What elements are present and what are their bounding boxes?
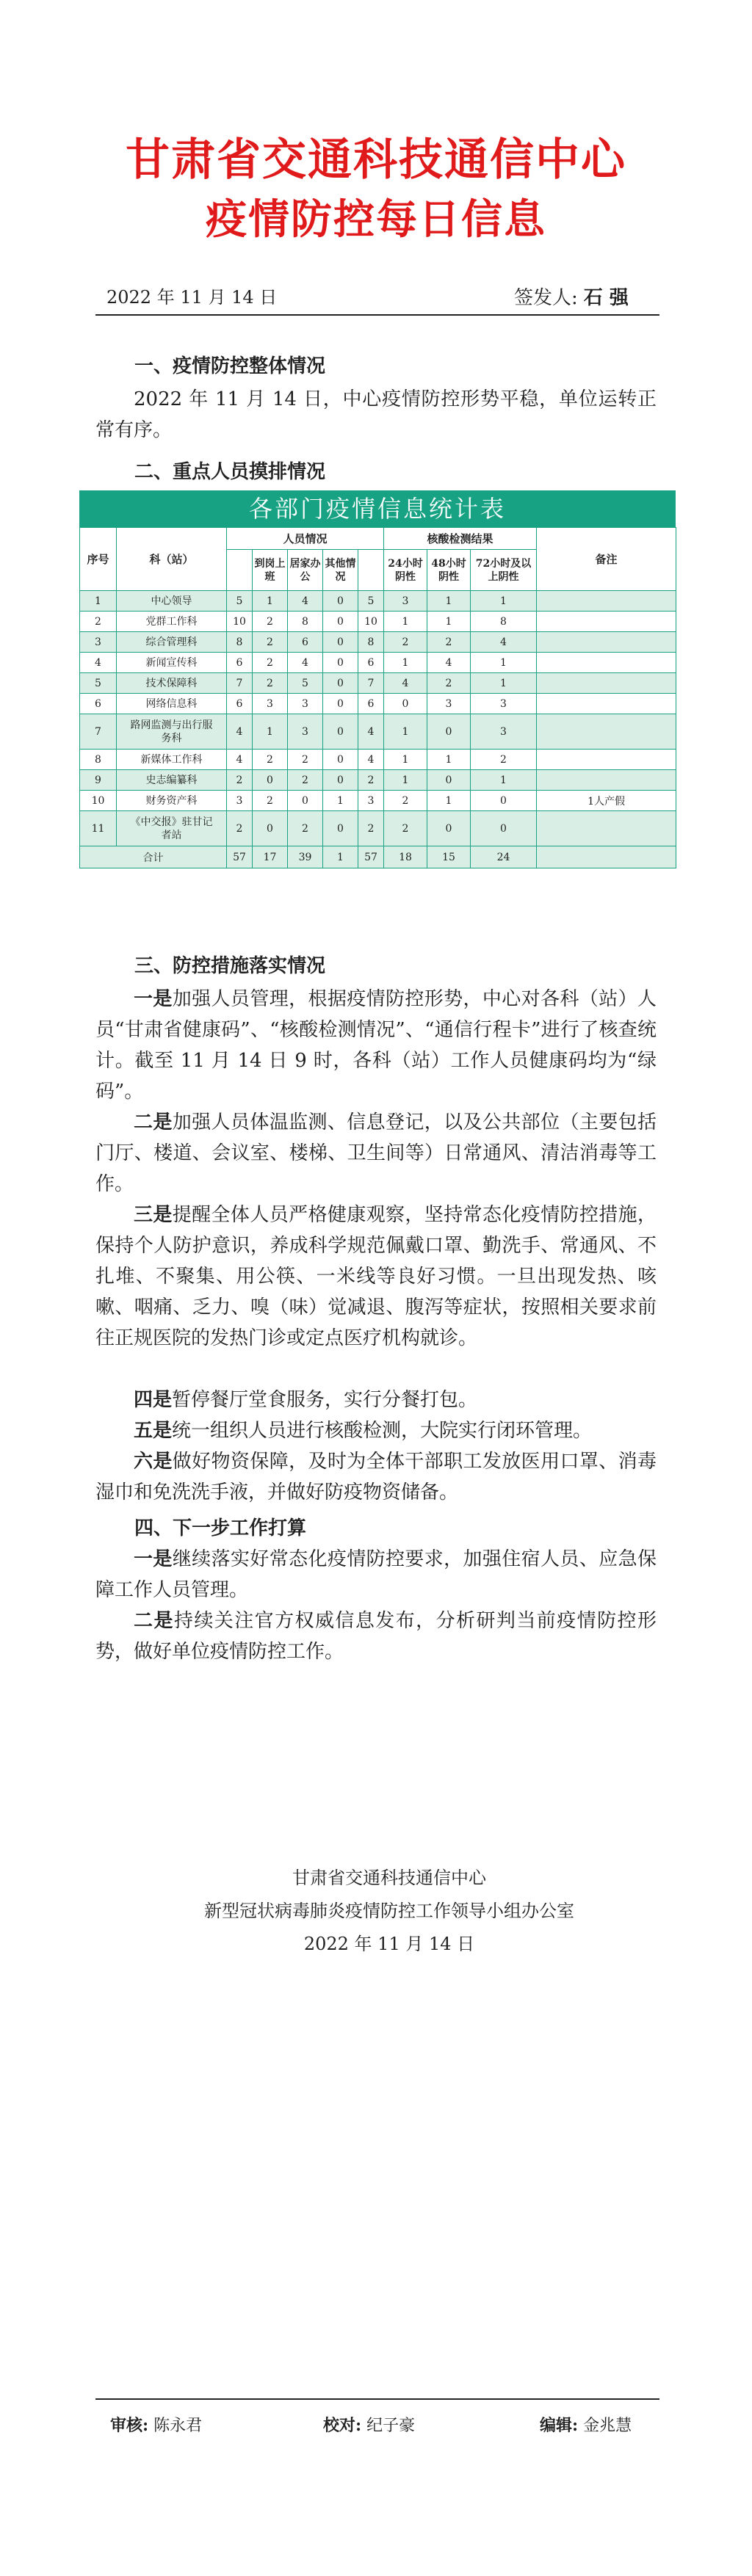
total-h24: 18 <box>384 846 427 868</box>
cell-h24: 3 <box>384 591 427 612</box>
cell-tested: 2 <box>358 811 384 846</box>
cell-other: 0 <box>323 673 358 694</box>
cell-h72: 8 <box>471 612 537 632</box>
cell-other: 0 <box>323 770 358 791</box>
cell-h72: 4 <box>471 632 537 653</box>
cell-total: 6 <box>227 694 253 714</box>
cell-home: 5 <box>288 673 323 694</box>
measure-3-lead: 三是 <box>134 1204 173 1226</box>
cell-total: 5 <box>227 591 253 612</box>
cell-remark <box>537 591 676 612</box>
table-row <box>80 673 676 694</box>
cell-total: 3 <box>227 791 253 811</box>
total-remark <box>537 846 676 868</box>
cell-other: 0 <box>323 811 358 846</box>
measure-4-text: 暂停餐厅堂食服务，实行分餐打包。 <box>172 1389 478 1411</box>
cell-h48: 1 <box>427 591 471 612</box>
cell-tested: 5 <box>358 591 384 612</box>
cell-tested: 7 <box>358 673 384 694</box>
footer-edit <box>540 2413 632 2436</box>
measure-3 <box>95 1200 657 1354</box>
cell-onsite: 2 <box>253 673 288 694</box>
measure-5 <box>95 1415 657 1446</box>
table-row <box>80 770 676 791</box>
header-divider <box>95 314 659 316</box>
cell-other: 0 <box>323 612 358 632</box>
cell-h48: 0 <box>427 714 471 750</box>
plan-1-text: 继续落实好常态化疫情防控要求，加强住宿人员、应急保障工作人员管理。 <box>95 1548 657 1601</box>
cell-h24: 1 <box>384 770 427 791</box>
total-tested: 57 <box>358 846 384 868</box>
signature-org: 甘肃省交通科技通信中心 <box>292 1868 486 1888</box>
review-name: 陈永君 <box>153 2417 203 2435</box>
col-onsite: 到岗上班 <box>253 550 288 591</box>
cell-dept: 新媒体工作科 <box>117 750 227 770</box>
cell-remark <box>537 653 676 673</box>
cell-onsite: 1 <box>253 714 288 750</box>
signer-label: 签发人: <box>514 287 578 309</box>
col-48h: 48小时阴性 <box>427 550 471 591</box>
cell-other: 1 <box>323 791 358 811</box>
cell-home: 6 <box>288 632 323 653</box>
cell-tested: 8 <box>358 632 384 653</box>
total-label: 合计 <box>80 846 227 868</box>
cell-total: 4 <box>227 750 253 770</box>
cell-h48: 1 <box>427 750 471 770</box>
cell-h24: 2 <box>384 811 427 846</box>
total-other: 1 <box>323 846 358 868</box>
table-row <box>80 653 676 673</box>
cell-onsite: 0 <box>253 770 288 791</box>
cell-onsite: 3 <box>253 694 288 714</box>
measure-5-lead: 五是 <box>134 1420 173 1442</box>
cell-dept: 中心领导 <box>117 591 227 612</box>
table-total-row <box>80 846 676 868</box>
cell-home: 3 <box>288 694 323 714</box>
cell-h24: 1 <box>384 750 427 770</box>
measure-1-lead: 一是 <box>134 988 173 1010</box>
cell-tested: 2 <box>358 770 384 791</box>
measure-2-text: 加强人员体温监测、信息登记，以及公共部位（主要包括门厅、楼道、会议室、楼梯、卫生间等）日常通风、清洁消毒等工作。 <box>95 1111 657 1195</box>
cell-remark <box>537 694 676 714</box>
cell-h48: 4 <box>427 653 471 673</box>
col-index: 序号 <box>80 528 117 591</box>
cell-h72: 1 <box>471 673 537 694</box>
cell-no: 9 <box>80 770 117 791</box>
cell-home: 4 <box>288 653 323 673</box>
proof-label: 校对: <box>323 2416 362 2435</box>
group-personnel: 人员情况 <box>227 528 384 550</box>
signer-name: 石 强 <box>583 287 629 309</box>
edit-name: 金兆慧 <box>583 2417 632 2435</box>
cell-h72: 0 <box>471 791 537 811</box>
col-total <box>227 550 253 591</box>
cell-remark <box>537 770 676 791</box>
cell-other: 0 <box>323 714 358 750</box>
cell-home: 3 <box>288 714 323 750</box>
cell-h72: 0 <box>471 811 537 846</box>
stats-table <box>79 490 676 868</box>
measure-6-lead: 六是 <box>134 1451 173 1473</box>
cell-h24: 2 <box>384 791 427 811</box>
cell-no: 2 <box>80 612 117 632</box>
measure-6 <box>95 1446 657 1508</box>
section1-text: 2022 年 11 月 14 日，中心疫情防控形势平稳，单位运转正常有序。 <box>95 388 657 441</box>
cell-remark <box>537 612 676 632</box>
cell-total: 8 <box>227 632 253 653</box>
section1-heading: 一、疫情防控整体情况 <box>134 355 326 377</box>
cell-tested: 3 <box>358 791 384 811</box>
table-title: 各部门疫情信息统计表 <box>79 490 676 527</box>
table-row <box>80 612 676 632</box>
measure-2-lead: 二是 <box>134 1111 173 1133</box>
table-row <box>80 791 676 811</box>
cell-dept: 网络信息科 <box>117 694 227 714</box>
measure-1-text: 加强人员管理，根据疫情防控形势，中心对各科（站）人员“甘肃省健康码”、“核酸检测情况”、“通信行程卡”进行了核查统计。截至 11 月 14 日 9 时，各科（站）工作人员健康码均为“绿码”。 <box>95 988 657 1103</box>
cell-home: 2 <box>288 770 323 791</box>
signature-date: 2022 年 11 月 14 日 <box>303 1934 475 1954</box>
cell-no: 7 <box>80 714 117 750</box>
cell-tested: 4 <box>358 750 384 770</box>
plan-2-lead: 二是 <box>134 1610 174 1632</box>
issue-date: 2022 年 11 月 14 日 <box>106 287 278 308</box>
cell-total: 6 <box>227 653 253 673</box>
cell-other: 0 <box>323 591 358 612</box>
total-home: 39 <box>288 846 323 868</box>
table-row <box>80 694 676 714</box>
cell-dept: 《中交报》驻甘记者站 <box>117 811 227 846</box>
col-72h: 72小时及以上阴性 <box>471 550 537 591</box>
footer-proof <box>323 2413 415 2436</box>
cell-tested: 4 <box>358 714 384 750</box>
cell-h72: 3 <box>471 714 537 750</box>
total-total: 57 <box>227 846 253 868</box>
cell-remark <box>537 673 676 694</box>
group-test: 核酸检测结果 <box>384 528 537 550</box>
cell-h24: 1 <box>384 714 427 750</box>
cell-tested: 6 <box>358 694 384 714</box>
cell-onsite: 2 <box>253 653 288 673</box>
table-row <box>80 632 676 653</box>
section4-heading: 四、下一步工作打算 <box>134 1517 307 1539</box>
plan-1-lead: 一是 <box>134 1548 173 1570</box>
cell-no: 11 <box>80 811 117 846</box>
cell-h24: 0 <box>384 694 427 714</box>
table-row <box>80 714 676 750</box>
cell-dept: 技术保障科 <box>117 673 227 694</box>
measure-4-lead: 四是 <box>134 1389 173 1411</box>
cell-h48: 0 <box>427 770 471 791</box>
measure-2 <box>95 1107 657 1200</box>
col-tested <box>358 550 384 591</box>
measure-4 <box>95 1385 657 1415</box>
document-subtitle: 疫情防控每日信息 <box>206 196 546 244</box>
plan-2 <box>95 1606 657 1667</box>
cell-no: 1 <box>80 591 117 612</box>
cell-onsite: 0 <box>253 811 288 846</box>
cell-dept: 新闻宣传科 <box>117 653 227 673</box>
cell-dept: 综合管理科 <box>117 632 227 653</box>
measure-5-text: 统一组织人员进行核酸检测，大院实行闭环管理。 <box>172 1420 593 1442</box>
cell-dept: 财务资产科 <box>117 791 227 811</box>
cell-h48: 1 <box>427 791 471 811</box>
cell-other: 0 <box>323 653 358 673</box>
total-h48: 15 <box>427 846 471 868</box>
section2-heading: 二、重点人员摸排情况 <box>134 461 326 483</box>
cell-remark <box>537 632 676 653</box>
cell-h72: 2 <box>471 750 537 770</box>
cell-remark: 1人产假 <box>537 791 676 811</box>
cell-other: 0 <box>323 750 358 770</box>
cell-h24: 4 <box>384 673 427 694</box>
cell-dept: 史志编纂科 <box>117 770 227 791</box>
cell-h72: 3 <box>471 694 537 714</box>
cell-h48: 3 <box>427 694 471 714</box>
table-row <box>80 591 676 612</box>
cell-total: 4 <box>227 714 253 750</box>
cell-remark <box>537 750 676 770</box>
section3-heading: 三、防控措施落实情况 <box>134 955 326 977</box>
cell-home: 8 <box>288 612 323 632</box>
col-remark: 备注 <box>537 528 676 591</box>
footer-review <box>110 2413 202 2436</box>
cell-h48: 2 <box>427 673 471 694</box>
review-label: 审核: <box>110 2416 149 2435</box>
cell-h24: 2 <box>384 632 427 653</box>
col-other: 其他情况 <box>323 550 358 591</box>
proof-name: 纪子豪 <box>366 2417 416 2435</box>
cell-no: 5 <box>80 673 117 694</box>
signature-office: 新型冠状病毒肺炎疫情防控工作领导小组办公室 <box>204 1901 574 1921</box>
cell-h72: 1 <box>471 770 537 791</box>
cell-home: 2 <box>288 811 323 846</box>
cell-h24: 1 <box>384 612 427 632</box>
cell-tested: 6 <box>358 653 384 673</box>
cell-h48: 1 <box>427 612 471 632</box>
cell-onsite: 2 <box>253 750 288 770</box>
cell-no: 3 <box>80 632 117 653</box>
cell-other: 0 <box>323 694 358 714</box>
cell-dept: 路网监测与出行服务科 <box>117 714 227 750</box>
cell-onsite: 2 <box>253 632 288 653</box>
cell-no: 8 <box>80 750 117 770</box>
cell-onsite: 2 <box>253 612 288 632</box>
cell-home: 0 <box>288 791 323 811</box>
cell-remark <box>537 714 676 750</box>
col-home: 居家办公 <box>288 550 323 591</box>
cell-home: 2 <box>288 750 323 770</box>
document-title: 甘肃省交通科技通信中心 <box>126 134 626 186</box>
cell-h48: 2 <box>427 632 471 653</box>
cell-onsite: 2 <box>253 791 288 811</box>
cell-total: 2 <box>227 811 253 846</box>
measure-3-text: 提醒全体人员严格健康观察，坚持常态化疫情防控措施，保持个人防护意识，养成科学规范佩戴口罩、勤洗手、常通风、不扎堆、不聚集、用公筷、一米线等良好习惯。一旦出现发热、咳嗽、咽痛、乏力、嗅（味）觉减退、腹泻等症状，按照相关要求前往正规医院的发热门诊或定点医疗机构就诊。 <box>95 1204 657 1349</box>
cell-no: 6 <box>80 694 117 714</box>
cell-no: 10 <box>80 791 117 811</box>
cell-remark <box>537 811 676 846</box>
cell-home: 4 <box>288 591 323 612</box>
measure-6-text: 做好物资保障，及时为全体干部职工发放医用口罩、消毒湿巾和免洗洗手液，并做好防疫物资储备。 <box>95 1451 657 1503</box>
cell-dept: 党群工作科 <box>117 612 227 632</box>
edit-label: 编辑: <box>540 2416 579 2435</box>
measure-1 <box>95 984 657 1107</box>
total-onsite: 17 <box>253 846 288 868</box>
footer-divider <box>95 2398 659 2400</box>
total-h72: 24 <box>471 846 537 868</box>
cell-other: 0 <box>323 632 358 653</box>
cell-h48: 0 <box>427 811 471 846</box>
plan-2-text: 持续关注官方权威信息发布，分析研判当前疫情防控形势，做好单位疫情防控工作。 <box>95 1610 657 1663</box>
cell-onsite: 1 <box>253 591 288 612</box>
cell-total: 2 <box>227 770 253 791</box>
cell-total: 10 <box>227 612 253 632</box>
col-dept: 科（站） <box>117 528 227 591</box>
col-24h: 24小时阴性 <box>384 550 427 591</box>
cell-h24: 1 <box>384 653 427 673</box>
table-row <box>80 750 676 770</box>
cell-tested: 10 <box>358 612 384 632</box>
cell-h72: 1 <box>471 591 537 612</box>
cell-no: 4 <box>80 653 117 673</box>
signer <box>514 283 629 310</box>
table-row <box>80 811 676 846</box>
cell-total: 7 <box>227 673 253 694</box>
plan-1 <box>95 1544 657 1606</box>
cell-h72: 1 <box>471 653 537 673</box>
